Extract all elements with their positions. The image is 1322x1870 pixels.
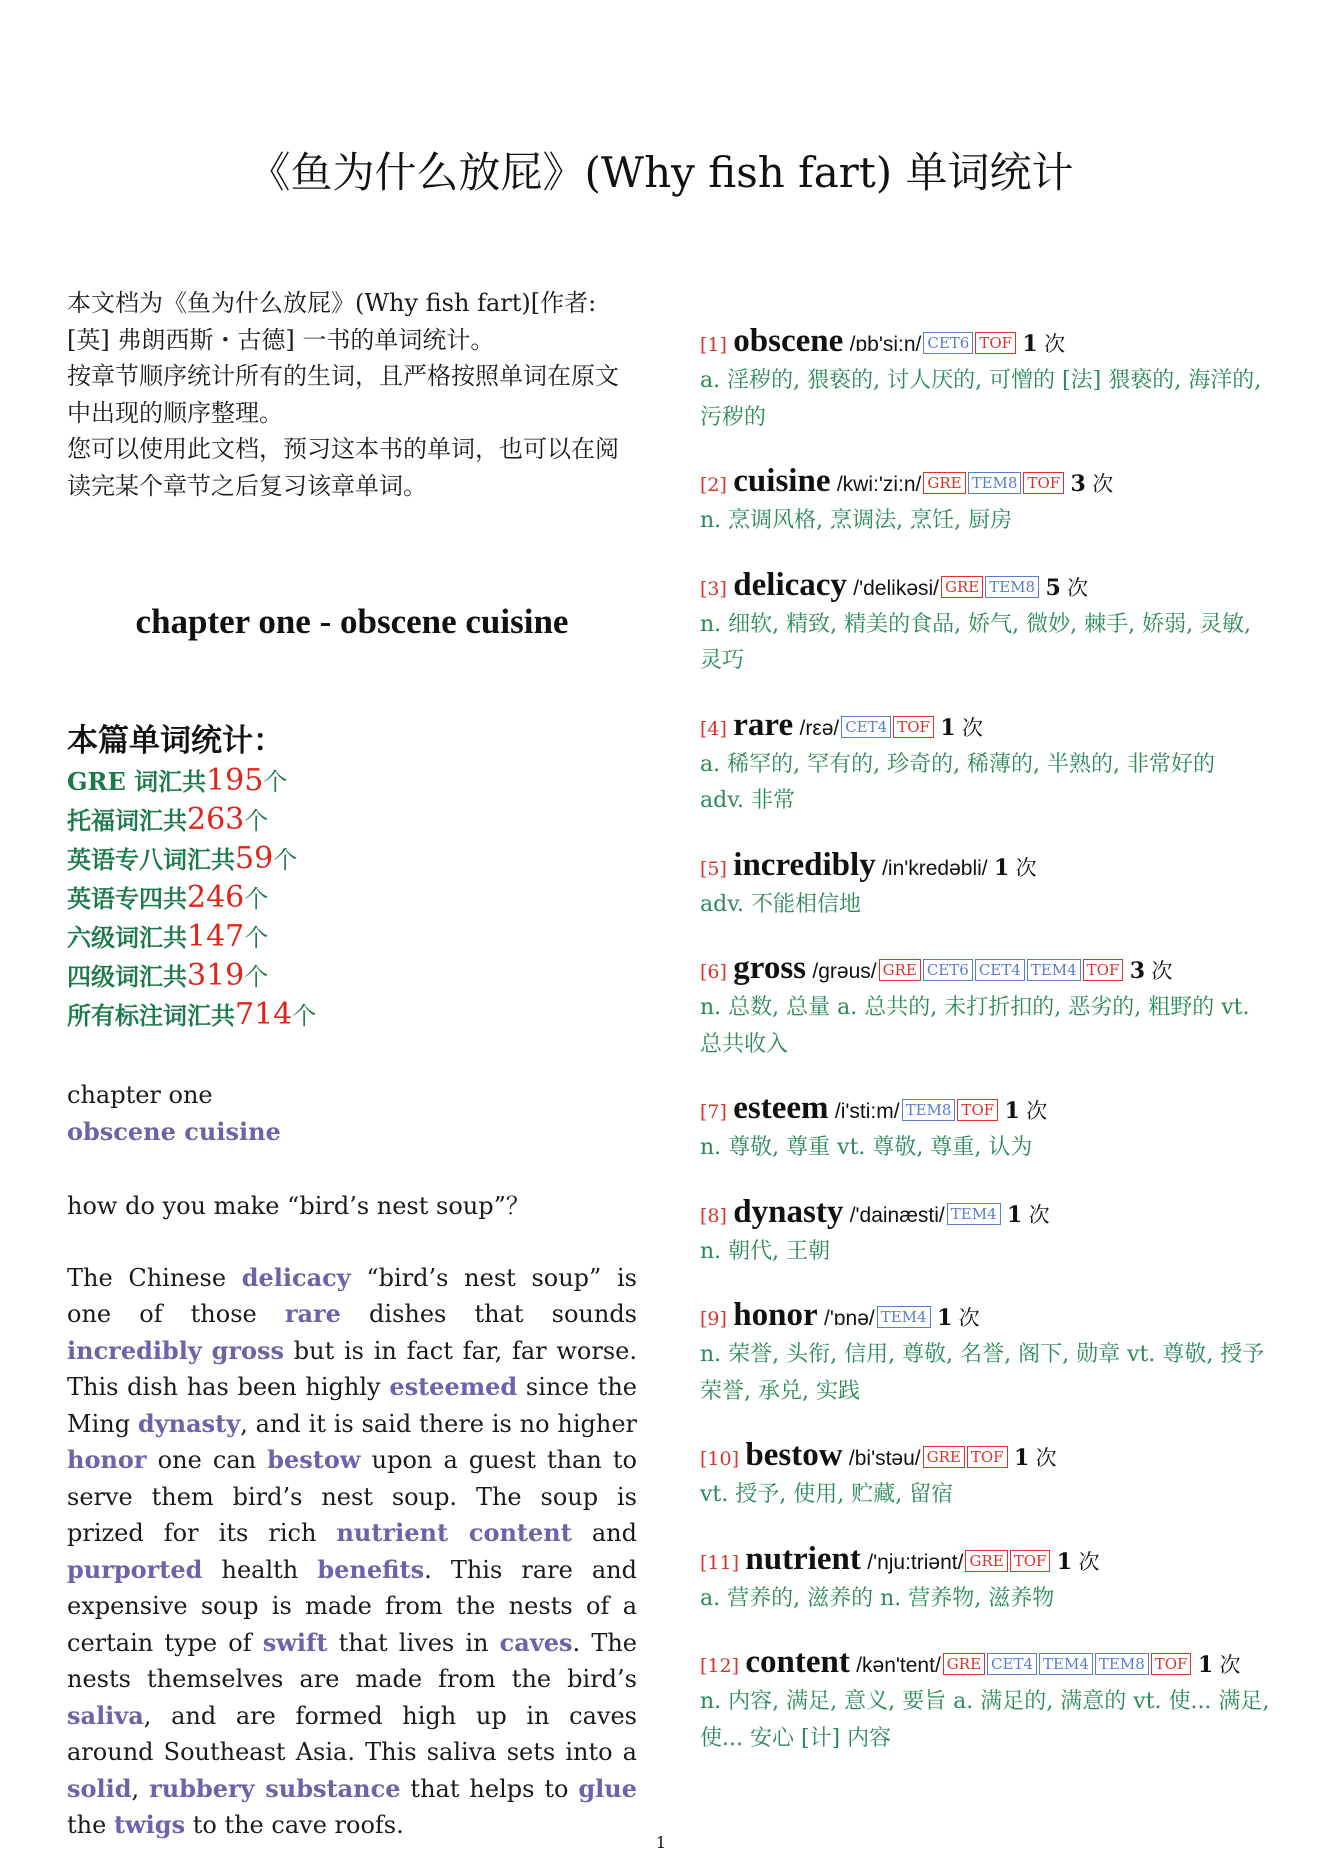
entry-index: [8] — [700, 1204, 727, 1227]
entry-index: [4] — [700, 717, 727, 740]
level-tag: TOF — [893, 716, 934, 738]
entry-phonetic: /'ɒnə/ — [824, 1307, 875, 1330]
level-tag: CET4 — [841, 716, 891, 738]
entry-definition: vt. 授予, 使用, 贮藏, 留宿 — [700, 1482, 954, 1507]
level-tag: CET4 — [987, 1653, 1037, 1675]
entry-word: delicacy — [733, 566, 847, 603]
entry-phonetic: /kən'tent/ — [856, 1654, 941, 1677]
entry-word: incredibly — [733, 846, 876, 883]
text-run: one can — [146, 1446, 268, 1474]
entry-count: 1 — [1004, 1098, 1020, 1124]
entry-times-label: 次 — [1078, 1549, 1100, 1574]
highlighted-word: purported — [67, 1554, 203, 1584]
level-tag: TOF — [967, 1446, 1008, 1468]
level-tag: GRE — [923, 1446, 965, 1468]
level-tag: TEM8 — [985, 576, 1039, 598]
highlighted-word: bestow — [267, 1445, 361, 1474]
stat-row — [67, 996, 637, 1035]
stat-number: 59 — [235, 841, 274, 876]
highlighted-word: honor — [67, 1445, 147, 1474]
vocab-entry — [700, 323, 1270, 436]
entry-count: 1 — [936, 1305, 953, 1331]
level-tag: TOF — [957, 1099, 998, 1121]
stat-number: 263 — [187, 802, 245, 837]
entry-word: cuisine — [733, 463, 831, 499]
entry-head — [700, 950, 1270, 990]
text-run: since the Ming — [67, 1373, 637, 1438]
entry-definition: a. 淫秽的, 猥亵的, 讨人厌的, 可憎的 [法] 猥亵的, 海洋的, 污秽的 — [700, 368, 1262, 430]
stat-number: 319 — [187, 958, 245, 993]
entry-index: [1] — [700, 334, 727, 356]
intro-text — [67, 285, 637, 504]
entry-definition: n. 内容, 满足, 意义, 要旨 a. 满足的, 满意的 vt. 使... 满足, 使... 安心 [计] 内容 — [700, 1689, 1270, 1751]
entry-index: [7] — [700, 1101, 727, 1123]
stat-number: 714 — [235, 997, 293, 1032]
highlighted-word: gross — [211, 1335, 285, 1365]
stat-row — [67, 840, 637, 879]
stat-label: 四级词汇共 — [67, 962, 187, 991]
text-run: . The nests themselves are made from the bird’s — [67, 1628, 637, 1693]
level-tag: TEM8 — [1095, 1653, 1149, 1675]
text-run: . This rare and expensive soup is made from the nests of a certain type of — [67, 1555, 637, 1657]
level-tag: GRE — [943, 1653, 985, 1675]
entry-count: 5 — [1045, 574, 1061, 601]
intro-line: 您可以使用此文档，预习这本书的单词，也可以在阅读完某个章节之后复习该章单词。 — [67, 435, 619, 500]
stat-label: 托福词汇共 — [67, 806, 187, 835]
chapter-label: chapter one — [67, 1081, 213, 1109]
stats-title: 本篇单词统计： — [67, 723, 284, 759]
vocab-entry — [700, 1090, 1270, 1167]
stat-label: 所有标注词汇共 — [67, 1001, 235, 1030]
vocab-list — [700, 323, 1270, 1784]
entry-word: dynasty — [733, 1193, 844, 1230]
question-text: how do you make “bird’s nest soup”？ — [67, 1192, 530, 1220]
stat-label: GRE 词汇共 — [67, 767, 207, 796]
entry-head — [700, 1541, 1270, 1581]
entry-times-label: 次 — [1219, 1653, 1241, 1677]
text-run: upon a guest than to serve them bird’s nest soup. The soup is prized for its rich — [67, 1446, 638, 1547]
entry-index: [11] — [700, 1551, 740, 1574]
entry-times-label: 次 — [961, 715, 983, 740]
chapter-subtitle: obscene cuisine — [67, 1116, 281, 1146]
highlighted-word: incredibly — [67, 1335, 202, 1365]
level-tag: TEM4 — [947, 1203, 1001, 1225]
vocab-entry — [700, 1541, 1270, 1618]
stat-label: 英语专八词汇共 — [67, 845, 235, 874]
highlighted-word: nutrient content — [336, 1518, 572, 1547]
entry-word: esteem — [733, 1090, 829, 1126]
text-run: that lives in — [327, 1628, 500, 1657]
entry-phonetic: /'delikəsi/ — [853, 576, 939, 600]
stats-block — [67, 720, 637, 1035]
level-tag: TEM8 — [902, 1099, 956, 1121]
page-number: 1 — [655, 1833, 667, 1852]
entry-count: 1 — [1022, 331, 1038, 357]
entry-head — [700, 463, 1270, 503]
highlighted-word: benefits — [317, 1554, 425, 1584]
entry-definition: n. 烹调风格, 烹调法, 烹饪, 厨房 — [700, 508, 1013, 533]
entry-head — [700, 707, 1270, 747]
stat-unit: 个 — [263, 768, 288, 796]
entry-word: honor — [733, 1297, 818, 1333]
body-paragraph — [67, 1260, 637, 1844]
vocab-entry — [700, 1194, 1270, 1271]
entry-word: content — [745, 1644, 850, 1680]
entry-definition: n. 荣誉, 头衔, 信用, 尊敬, 名誉, 阁下, 勋章 vt. 尊敬, 授予荣誉, 承兑, 实践 — [700, 1342, 1265, 1404]
level-tag: TOF — [1083, 959, 1124, 981]
level-tag: GRE — [941, 576, 983, 598]
highlighted-word: esteemed — [389, 1372, 518, 1401]
highlighted-word: delicacy — [241, 1262, 351, 1292]
text-run: , — [131, 1774, 150, 1803]
entry-index: [12] — [700, 1655, 740, 1677]
vocab-entry — [700, 1297, 1270, 1410]
stat-row — [67, 879, 637, 918]
highlighted-word: twigs — [113, 1810, 186, 1839]
entry-count: 1 — [1056, 1548, 1073, 1575]
highlighted-word: swift — [262, 1627, 328, 1657]
entry-phonetic: /'nju:triənt/ — [867, 1550, 964, 1574]
page-title: 《鱼为什么放屁》(Why fish fart) 单词统计 — [248, 148, 1074, 197]
stat-row — [67, 918, 637, 957]
left-column — [67, 285, 637, 1844]
entry-count: 1 — [994, 854, 1010, 881]
entry-times-label: 次 — [1044, 332, 1066, 356]
entry-times-label: 次 — [1026, 1099, 1048, 1123]
entry-times-label: 次 — [1151, 959, 1173, 983]
stat-number: 195 — [206, 763, 264, 798]
entry-head — [700, 847, 1270, 887]
entry-count: 3 — [1129, 958, 1146, 984]
level-tag: CET6 — [923, 332, 973, 354]
text-run: health — [202, 1555, 318, 1584]
level-tag: TOF — [1023, 472, 1064, 494]
entry-phonetic: /ɒb'si:n/ — [849, 333, 922, 356]
entry-index: [10] — [700, 1448, 740, 1470]
entry-times-label: 次 — [1092, 472, 1114, 496]
stat-row — [67, 801, 637, 840]
entry-head — [700, 1090, 1270, 1130]
entry-definition: n. 尊敬, 尊重 vt. 尊敬, 尊重, 认为 — [700, 1135, 1033, 1160]
stat-row — [67, 762, 637, 801]
highlighted-word: glue — [578, 1773, 637, 1803]
entry-times-label: 次 — [1067, 575, 1089, 600]
text-run: The Chinese — [67, 1263, 242, 1292]
entry-definition: n. 总数, 总量 a. 总共的, 未打折扣的, 恶劣的, 粗野的 vt. 总共收入 — [700, 995, 1250, 1057]
level-tag: GRE — [965, 1550, 1007, 1572]
level-tag: CET6 — [923, 959, 973, 981]
level-tag: GRE — [923, 472, 965, 494]
entry-times-label: 次 — [1035, 1446, 1057, 1470]
entry-definition: n. 朝代, 王朝 — [700, 1238, 831, 1264]
entry-phonetic: /in'kredəbli/ — [882, 856, 988, 880]
level-tag: TOF — [975, 332, 1016, 354]
entry-head — [700, 1297, 1270, 1337]
entry-count: 1 — [1197, 1652, 1214, 1678]
entry-index: [3] — [700, 577, 727, 600]
entry-phonetic: /grəus/ — [812, 960, 877, 983]
stat-unit: 个 — [292, 1002, 317, 1030]
level-tag: TEM4 — [1039, 1653, 1093, 1675]
highlighted-word: rubbery substance — [149, 1773, 401, 1803]
entry-head — [700, 1644, 1270, 1684]
intro-line: 按章节顺序统计所有的生词，且严格按照单词在原文中出现的顺序整理。 — [67, 362, 619, 427]
entry-definition: n. 细软, 精致, 精美的食品, 娇气, 微妙, 棘手, 娇弱, 灵敏, 灵巧 — [700, 611, 1252, 673]
entry-head — [700, 567, 1270, 607]
entry-head — [700, 1437, 1270, 1477]
text-run: , and are formed high up in caves around Southeast Asia. This saliva sets into a — [67, 1701, 637, 1766]
highlighted-word: saliva — [67, 1700, 144, 1730]
stat-row — [67, 957, 637, 996]
entry-phonetic: /bi'stəu/ — [848, 1447, 921, 1470]
entry-definition: a. 稀罕的, 罕有的, 珍奇的, 稀薄的, 半熟的, 非常好的 — [700, 751, 1216, 777]
entry-count: 1 — [1013, 1445, 1030, 1471]
level-tag: CET4 — [975, 959, 1025, 981]
vocab-entry — [700, 1644, 1270, 1757]
text-run: , and it is said there is no higher — [240, 1409, 638, 1438]
entry-count: 3 — [1070, 471, 1086, 497]
stat-unit: 个 — [244, 963, 269, 991]
stat-label: 英语专四共 — [67, 884, 187, 913]
text-run: “bird’s nest soup” is one of those — [67, 1263, 637, 1328]
entry-index: [9] — [700, 1308, 727, 1330]
stat-number: 147 — [187, 919, 245, 954]
vocab-entry — [700, 1437, 1270, 1514]
entry-definition: adv. 不能相信地 — [700, 891, 862, 917]
entry-times-label: 次 — [1015, 855, 1037, 880]
entry-times-label: 次 — [958, 1306, 980, 1330]
vocab-entry — [700, 463, 1270, 540]
entry-phonetic: /i'sti:m/ — [834, 1100, 900, 1123]
intro-line: 本文档为《鱼为什么放屁》(Why fish fart)[作者: [英] 弗朗西斯・古德] 一书的单词统计。 — [67, 289, 597, 354]
level-tag: TOF — [1151, 1653, 1192, 1675]
entry-word: bestow — [745, 1437, 843, 1473]
vocab-entry — [700, 950, 1270, 1063]
vocab-entry — [700, 847, 1270, 924]
level-tag: GRE — [879, 959, 921, 981]
entry-head — [700, 323, 1270, 363]
stat-unit: 个 — [273, 846, 298, 874]
entry-count: 1 — [1006, 1201, 1023, 1228]
stat-unit: 个 — [244, 924, 269, 952]
text-run: dishes that sounds — [340, 1300, 637, 1328]
entry-times-label: 次 — [1028, 1202, 1050, 1227]
entry-word: gross — [733, 950, 807, 986]
text-run — [202, 1337, 212, 1365]
level-tag: TEM4 — [877, 1306, 931, 1328]
entry-phonetic: /'dainæsti/ — [849, 1203, 945, 1227]
entry-head — [700, 1194, 1270, 1234]
level-tag: TOF — [1010, 1550, 1051, 1572]
entry-definition: adv. 非常 — [700, 788, 796, 813]
level-tag: TEM4 — [1027, 959, 1081, 981]
vocab-entry — [700, 567, 1270, 680]
entry-word: nutrient — [745, 1540, 861, 1577]
stat-number: 246 — [187, 880, 245, 915]
text-run: that helps to — [400, 1774, 579, 1803]
entry-phonetic: /kwi:'zi:n/ — [836, 473, 922, 496]
entry-word: obscene — [733, 323, 844, 359]
text-run: and — [571, 1519, 637, 1547]
text-run: but is in fact far, far worse. This dish has been highly — [67, 1336, 637, 1401]
level-tag: TEM8 — [968, 472, 1022, 494]
chapter-heading: chapter one - obscene cuisine — [135, 602, 569, 641]
text-run: to the cave roofs. — [185, 1811, 404, 1839]
text-run: the — [67, 1811, 114, 1839]
stat-unit: 个 — [244, 807, 269, 835]
stat-label: 六级词汇共 — [67, 923, 187, 952]
highlighted-word: rare — [284, 1299, 341, 1328]
entry-definition: a. 营养的, 滋养的 n. 营养物, 滋养物 — [700, 1585, 1055, 1611]
highlighted-word: solid — [67, 1773, 132, 1803]
entry-phonetic: /rεə/ — [799, 716, 840, 740]
stat-unit: 个 — [244, 885, 269, 913]
entry-index: [2] — [700, 474, 727, 496]
entry-index: [6] — [700, 961, 727, 983]
entry-word: rare — [733, 706, 794, 743]
highlighted-word: caves — [499, 1627, 573, 1657]
entry-count: 1 — [940, 714, 956, 741]
entry-index: [5] — [700, 857, 727, 880]
highlighted-word: dynasty — [137, 1408, 241, 1438]
vocab-entry — [700, 707, 1270, 820]
